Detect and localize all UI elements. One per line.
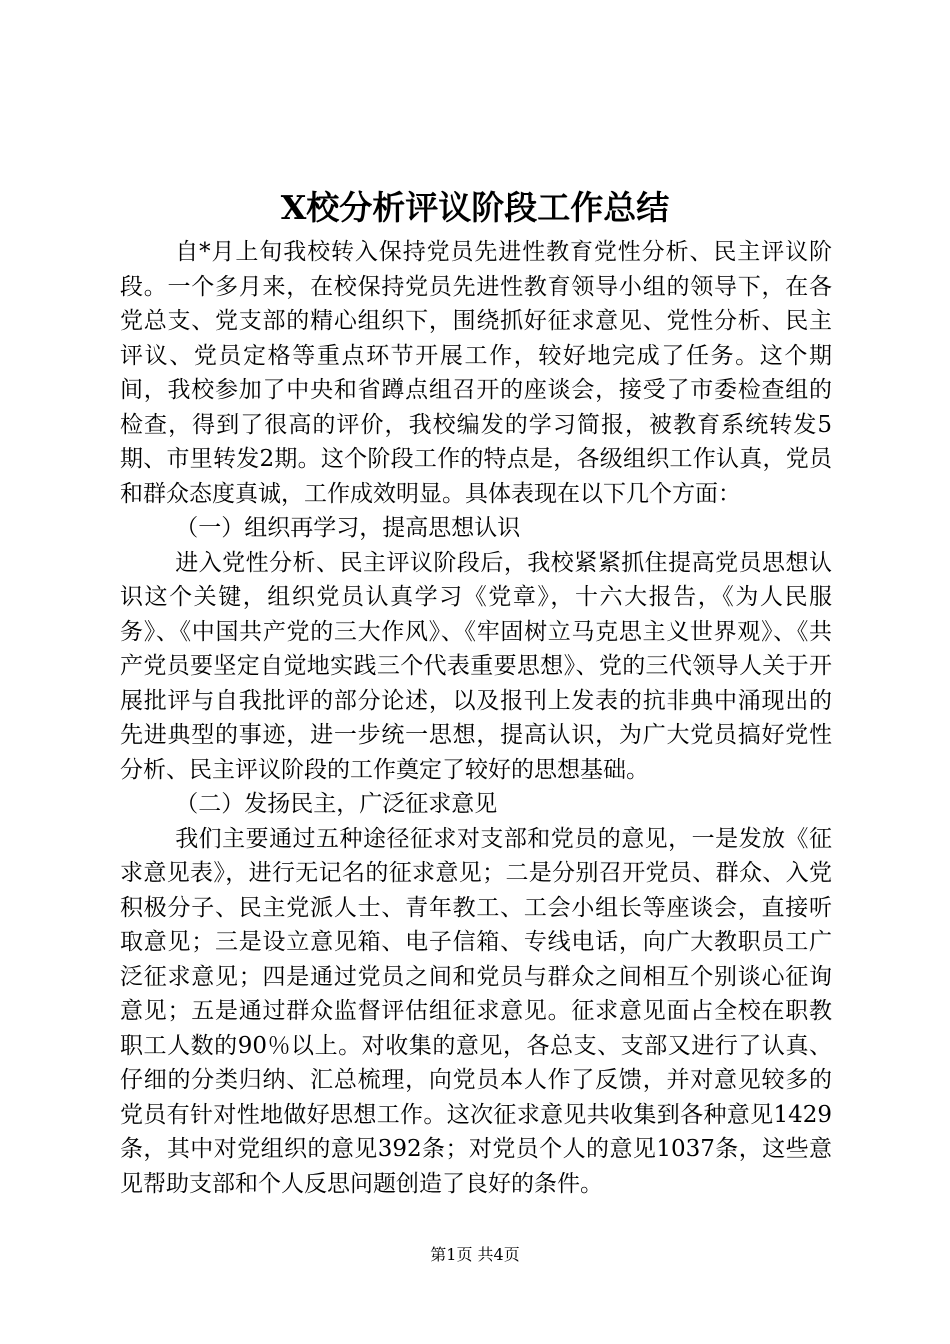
section-heading-1: （一）组织再学习，提高思想认识 <box>175 515 521 541</box>
section-heading-2: （二）发扬民主，广泛征求意见 <box>175 791 498 817</box>
paragraph-intro: 自*月上旬我校转入保持党员先进性教育党性分析、民主评议阶段。一个多月来，在校保持党员先进性教育领导小组的领导下，在各党总支、党支部的精心组织下，围绕抓好征求意见、党性分析、民主评议、党员定格等重点环节开展工作，较好地完成了任务。这个期间，我校参加了中央和省蹲点组召开的座谈会，接受了市委检查组的检查，得到了很高的评价，我校编发的学习简报，被教育系统转发5期、市里转发2期。这个阶段工作的特点是，各级组织工作认真，党员和群众态度真诚，工作成效明显。具体表现在以下几个方面： <box>120 239 832 507</box>
document-body <box>120 235 832 1201</box>
page-footer: 第1页 共4页 <box>430 1245 520 1264</box>
paragraph-section-1: 进入党性分析、民主评议阶段后，我校紧紧抓住提高党员思想认识这个关键，组织党员认真学习《党章》，十六大报告，《为人民服务》、《中国共产党的三大作风》、《牢固树立马克思主义世界观》、《共产党员要坚定自觉地实践三个代表重要思想》、党的三代领导人关于开展批评与自我批评的部分论述，以及报刊上发表的抗非典中涌现出的先进典型的事迹，进一步统一思想，提高认识，为广大党员搞好党性分析、民主评议阶段的工作奠定了较好的思想基础。 <box>120 549 832 783</box>
paragraph-section-2: 我们主要通过五种途径征求对支部和党员的意见，一是发放《征求意见表》，进行无记名的征求意见；二是分别召开党员、群众、入党积极分子、民主党派人士、青年教工、工会小组长等座谈会，直接听取意见；三是设立意见箱、电子信箱、专线电话，向广大教职员工广泛征求意见；四是通过党员之间和党员与群众之间相互个别谈心征询意见；五是通过群众监督评估组征求意见。征求意见面占全校在职教职工人数的90％以上。对收集的意见，各总支、支部又进行了认真、仔细的分类归纳、汇总梳理，向党员本人作了反馈，并对意见较多的党员有针对性地做好思想工作。这次征求意见共收集到各种意见1429条，其中对党组织的意见392条；对党员个人的意见1037条，这些意见帮助支部和个人反思问题创造了良好的条件。 <box>120 825 832 1197</box>
document-title: X校分析评议阶段工作总结 <box>280 188 670 227</box>
